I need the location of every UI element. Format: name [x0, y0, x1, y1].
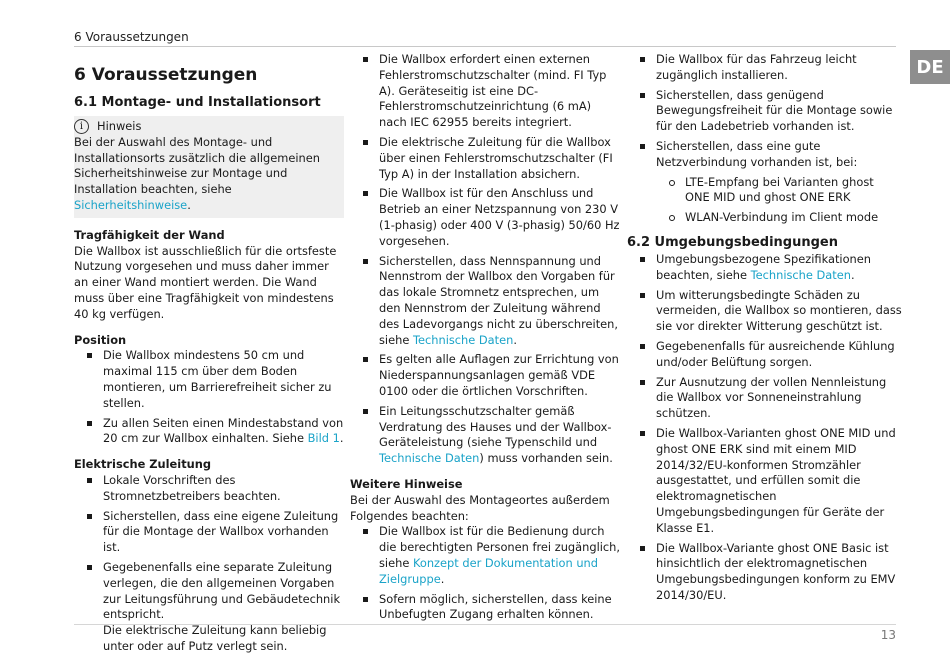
list-item: Gegebenenfalls eine separate Zuleitung verlegen, die den allgemeinen Vorgaben zur Leitungsführung und Gebäudetechnik entspricht. Die elektrische Zuleitung kann beliebig unter oder auf Putz verlegt sein.	[74, 560, 344, 655]
supply-list	[74, 473, 344, 655]
note-title: Hinweis	[97, 119, 142, 133]
list-item: Sofern möglich, sicherstellen, dass keine Unbefugten Zugang erhalten können.	[350, 592, 622, 624]
list-item: Sicherstellen, dass Nennspannung und Nennstrom der Wallbox den Vorgaben für das lokale Stromnetz entsprechen, um den Nennstrom der Zuleitung während des Ladevorgangs nicht zu überschreiten, siehe Technische Daten.	[350, 254, 622, 349]
subheading-supply: Elektrische Zuleitung	[74, 457, 212, 472]
list-item: Sicherstellen, dass eine gute Netzverbindung vorhanden ist, bei:	[627, 139, 902, 171]
footer-divider	[74, 624, 896, 625]
list-item: Es gelten alle Auflagen zur Errichtung von Niederspannungsanlagen gemäß VDE 0100 oder die örtlichen Vorschriften.	[350, 352, 622, 399]
link-documentation-concept[interactable]: Konzept der Dokumentation und Zielgruppe	[379, 555, 598, 586]
list-item: Sicherstellen, dass genügend Bewegungsfreiheit für die Montage sowie für den Ladebetrieb vorhanden ist.	[627, 88, 902, 135]
subheading-wall: Tragfähigkeit der Wand	[74, 227, 225, 242]
list-item: Die elektrische Zuleitung für die Wallbox über einen Fehlerstromschutzschalter (FI Typ A) in der Installation absichern.	[350, 135, 622, 182]
list-item: Die Wallbox ist für die Bedienung durch die berechtigten Personen frei zugänglich, siehe Konzept der Dokumentation und Zielgruppe.	[350, 524, 622, 587]
position-list	[74, 348, 344, 447]
supply-list-continued	[350, 52, 622, 467]
list-item: Die Wallbox-Variante ghost ONE Basic ist hinsichtlich der elektromagnetischen Umgebungsbedingungen konform zu EMV 2014/30/EU.	[627, 541, 902, 604]
list-item: Gegebenenfalls für ausreichende Kühlung und/oder Belüftung sorgen.	[627, 339, 902, 371]
list-item: Um witterungsbedingte Schäden zu vermeiden, die Wallbox so montieren, dass sie vor direkter Witterung geschützt ist.	[627, 288, 902, 335]
list-item: Sicherstellen, dass eine eigene Zuleitung für die Montage der Wallbox vorhanden ist.	[74, 509, 344, 556]
link-technical-data[interactable]: Technische Daten	[379, 451, 480, 466]
list-item: Zur Ausnutzung der vollen Nennleistung die Wallbox vor Sonneneinstrahlung schützen.	[627, 375, 902, 422]
network-sublist	[627, 175, 902, 226]
further-intro: Bei der Auswahl des Montageortes außerdem Folgendes beachten:	[350, 492, 610, 523]
section-title-installation: 6.1 Montage- und Installationsort	[74, 95, 321, 110]
link-technical-data[interactable]: Technische Daten	[750, 267, 851, 282]
section-title-environment: 6.2 Umgebungsbedingungen	[627, 234, 838, 250]
location-list	[627, 52, 902, 171]
environment-list	[627, 252, 902, 604]
column-right	[627, 52, 902, 604]
info-icon: i	[74, 119, 89, 134]
running-header: 6 Voraussetzungen	[74, 30, 189, 44]
further-list	[350, 524, 622, 623]
sublist-item: WLAN-Verbindung im Client mode	[627, 210, 902, 226]
list-item: Die Wallbox für das Fahrzeug leicht zugänglich installieren.	[627, 52, 902, 84]
column-middle	[350, 52, 622, 623]
list-item: Umgebungsbezogene Spezifikationen beachten, siehe Technische Daten.	[627, 252, 902, 284]
subheading-position: Position	[74, 332, 127, 347]
link-figure-1[interactable]: Bild 1	[307, 431, 340, 446]
subheading-further-notes: Weitere Hinweise	[350, 476, 463, 491]
note-box	[74, 116, 344, 218]
chapter-title: 6 Voraussetzungen	[74, 65, 258, 85]
link-safety-notes[interactable]: Sicherheitshinweise	[74, 197, 188, 212]
column-left	[74, 52, 344, 655]
list-item: Ein Leitungsschutzschalter gemäß Verdratung des Hauses und der Wallbox-Geräteleistung (siehe Typenschild und Technische Daten) muss vorhanden sein.	[350, 404, 622, 467]
list-item: Lokale Vorschriften des Stromnetzbetreibers beachten.	[74, 473, 344, 505]
page-number: 13	[880, 628, 896, 642]
header-divider	[74, 46, 896, 47]
list-item: Die Wallbox ist für den Anschluss und Betrieb an einer Netzspannung von 230 V (1-phasig) oder 400 V (3-phasig) 50/60 Hz vorgesehen.	[350, 186, 622, 249]
link-technical-data[interactable]: Technische Daten	[412, 332, 514, 347]
list-item: Die Wallbox erfordert einen externen Fehlerstromschutzschalter (mind. FI Typ A). Geräteseitig ist eine DC-Fehlerstromschutzeinrichtung (6 mA) nach IEC 62955 bereits integriert.	[350, 52, 622, 131]
language-tab: DE	[910, 50, 950, 84]
sublist-item: LTE-Empfang bei Varianten ghost ONE MID und ghost ONE ERK	[627, 175, 902, 207]
list-item: Die Wallbox mindestens 50 cm und maximal 115 cm über dem Boden montieren, um Barrierefreiheit sicher zu stellen.	[74, 348, 344, 411]
list-item: Zu allen Seiten einen Mindestabstand von 20 cm zur Wallbox einhalten. Siehe Bild 1.	[74, 416, 344, 448]
note-header	[74, 119, 344, 135]
note-text: Bei der Auswahl des Montage- und Installationsorts zusätzlich die allgemeinen Sicherheitshinweise zur Montage und Installation beachten, siehe Sicherheitshinweise.	[74, 134, 320, 212]
wall-text: Die Wallbox ist ausschließlich für die ortsfeste Nutzung vorgesehen und muss daher immer an einer Wand montiert werden. Die Wand muss über eine Tragfähigkeit von mindestens 40 kg verfügen.	[74, 243, 337, 321]
list-item: Die Wallbox-Varianten ghost ONE MID und ghost ONE ERK sind mit einem MID 2014/32/EU-konformen Stromzähler ausgestattet, und erfüllen somit die elektromagnetischen Umgebungsbedingungen für Geräte der Klasse E1.	[627, 426, 902, 537]
